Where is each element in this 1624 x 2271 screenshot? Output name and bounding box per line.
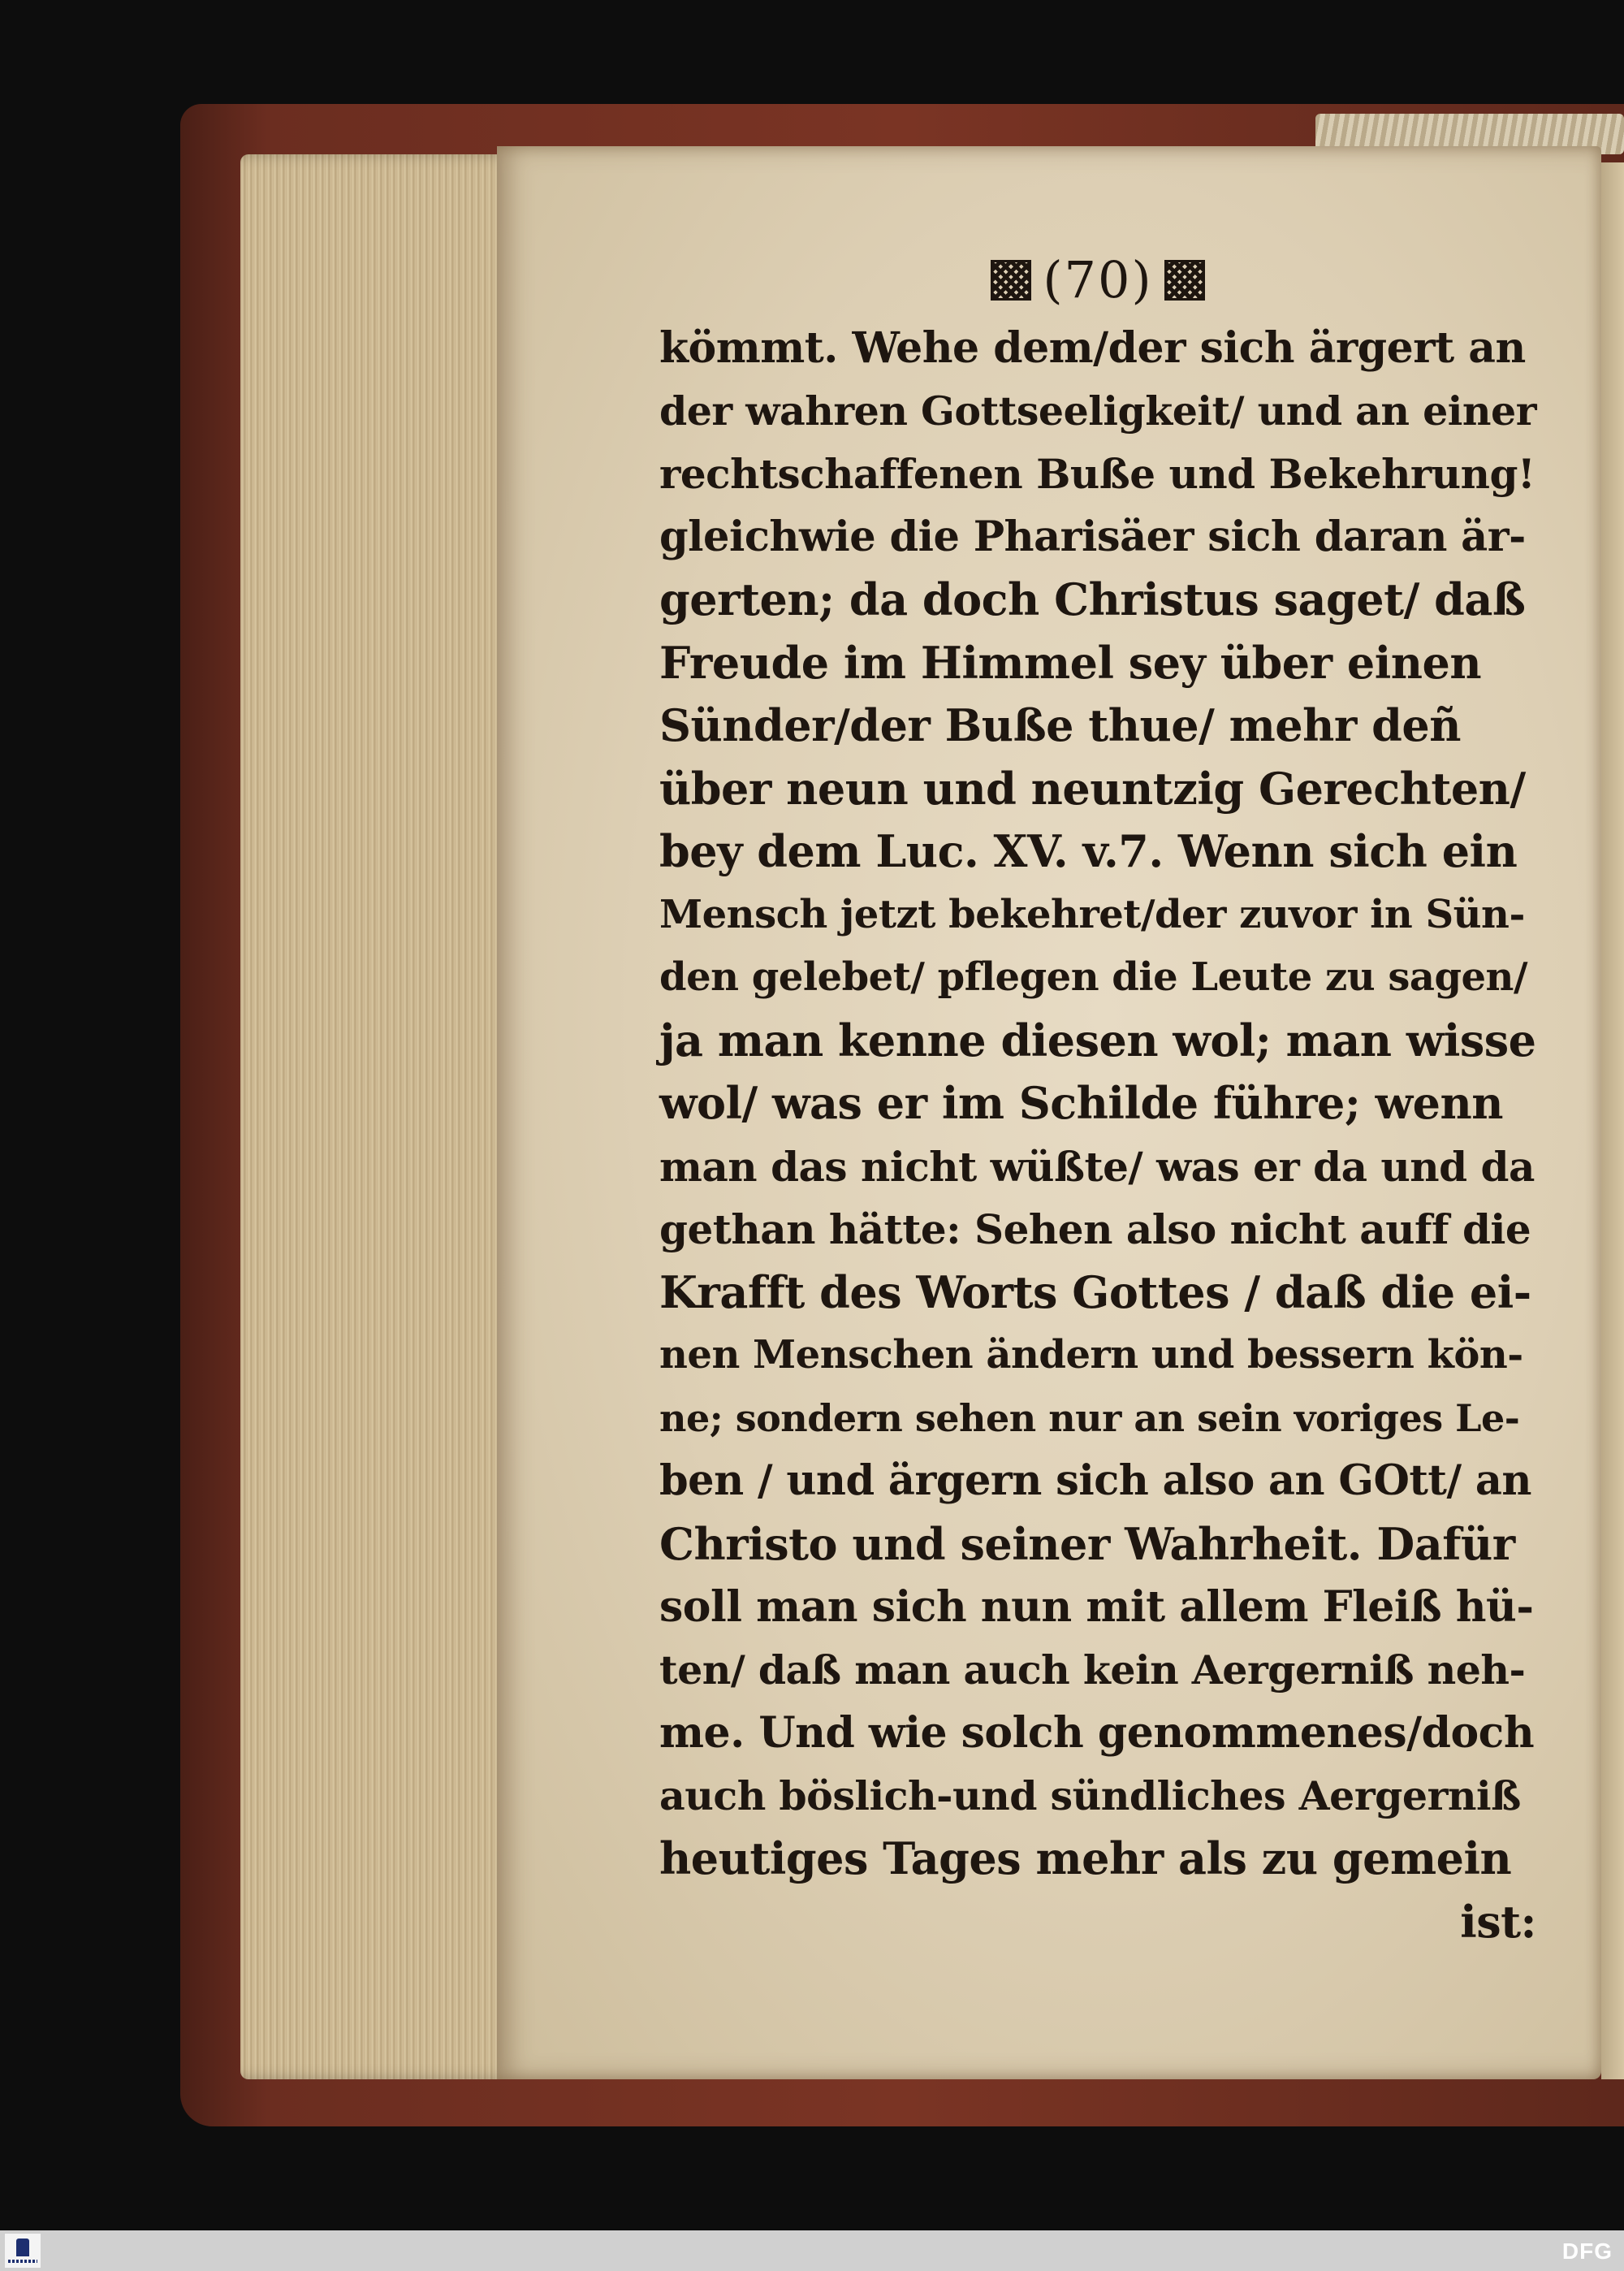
text-line: ja man kenne diesen wol; man wisse: [659, 1014, 1536, 1066]
text-line: über neun und neuntzig Gerechten/: [659, 762, 1526, 815]
text-line: ben / und ärgern sich also an GOtt/ an: [659, 1456, 1531, 1505]
text-line: Sünder/der Buße thue/ mehr deñ: [659, 699, 1461, 751]
library-logo-icon: [5, 2234, 41, 2268]
text-line: gethan hätte: Sehen also nicht auff die: [659, 1205, 1531, 1253]
ornament-left-icon: [991, 260, 1031, 301]
text-line: soll man sich nun mit allem Fleiß hü-: [659, 1582, 1534, 1632]
text-line: heutiges Tages mehr als zu gemein: [659, 1832, 1512, 1884]
ornament-right-icon: [1164, 260, 1205, 301]
text-line: Mensch jetzt bekehret/der zuvor in Sün-: [659, 891, 1525, 937]
text-line: auch böslich-und sündliches Aergerniß: [659, 1771, 1521, 1819]
dfg-logo: DFG: [1561, 2239, 1613, 2264]
text-line: nen Menschen ändern und bessern kön-: [659, 1332, 1523, 1378]
text-line: man das nicht wüßte/ was er da und da: [659, 1142, 1535, 1191]
page-text: [659, 244, 1536, 1953]
page-block-edges: [240, 154, 516, 2079]
viewer-footer-bar: [0, 2230, 1624, 2271]
page-number: (70): [1043, 250, 1153, 309]
text-line: kömmt. Wehe dem/der sich ärgert an: [659, 323, 1526, 373]
text-line: Freude im Himmel sey über einen: [659, 636, 1482, 689]
text-line: gerten; da doch Christus saget/ daß: [659, 573, 1526, 625]
page-number-header: [659, 244, 1536, 317]
next-page-edge: [1601, 162, 1624, 2079]
text-line: Christo und seiner Wahrheit. Dafür: [659, 1517, 1515, 1570]
text-line: wol/ was er im Schilde führe; wenn: [659, 1077, 1504, 1129]
text-line: me. Und wie solch genommenes/doch: [659, 1708, 1535, 1758]
text-line: rechtschaffenen Buße und Bekehrung!: [659, 450, 1535, 498]
text-line: ten/ daß man auch kein Aergerniß neh-: [659, 1646, 1526, 1694]
text-line: der wahren Gottseeligkeit/ und an einer: [659, 387, 1537, 435]
text-line: ne; sondern sehen nur an sein voriges Le-: [659, 1395, 1520, 1440]
text-line: gleichwie die Pharisäer sich daran är-: [659, 512, 1526, 561]
text-line: bey dem Luc. XV. v.7. Wenn sich ein: [659, 825, 1518, 877]
catchword: ist:: [1460, 1895, 1536, 1948]
text-line: Krafft des Worts Gottes / daß die ei-: [659, 1265, 1531, 1318]
text-line: den gelebet/ pflegen die Leute zu sagen/: [659, 954, 1527, 1000]
